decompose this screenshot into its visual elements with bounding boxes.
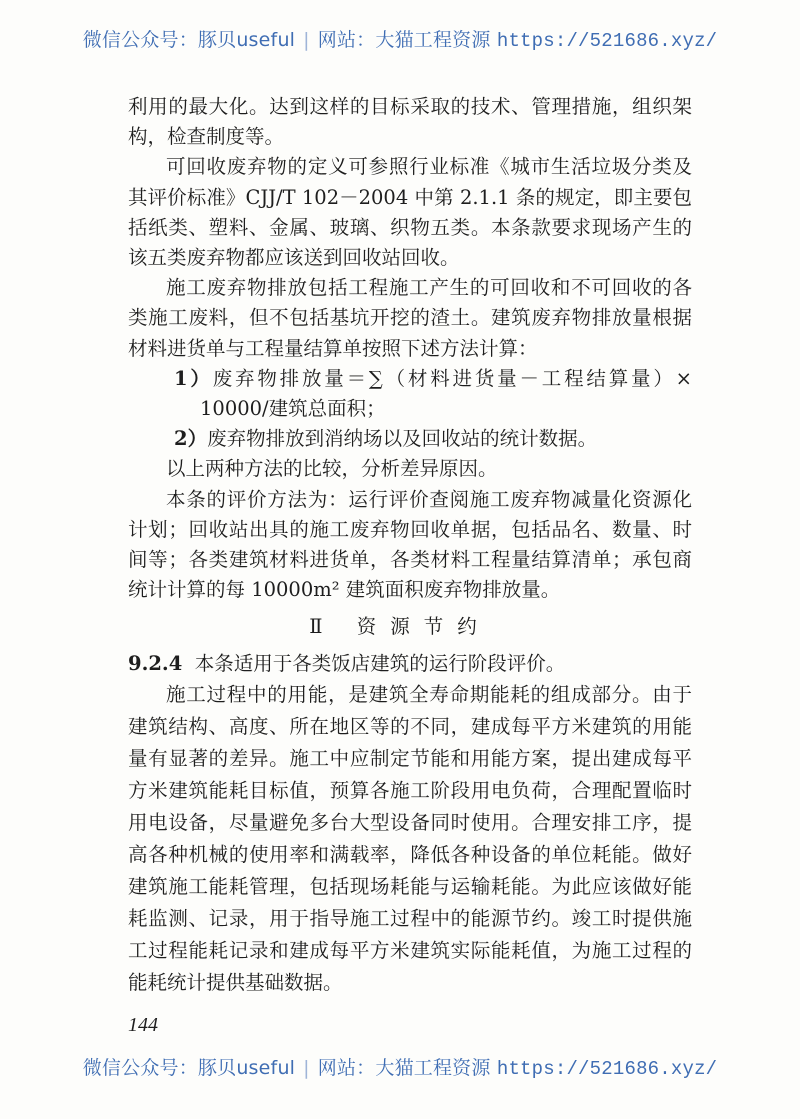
watermark-url: https://521686.xyz/ xyxy=(496,30,718,52)
list-item-2 xyxy=(174,427,692,451)
item-text: 废弃物排放到消纳场以及回收站的统计数据。 xyxy=(207,427,598,450)
list-item-1 xyxy=(174,367,692,391)
text-line: 耗监测、记录，用于指导施工过程中的能源节约。竣工时提供施 xyxy=(128,907,692,930)
text-line: 以上两种方法的比较，分析差异原因。 xyxy=(166,457,498,480)
clause-text: 本条适用于各类饭店建筑的运行阶段评价。 xyxy=(194,652,566,675)
section-heading: Ⅱ 资源节约 xyxy=(309,615,491,638)
text-line: 利用的最大化。达到这样的目标采取的技术、管理措施，组织架 xyxy=(128,95,692,118)
watermark-wechat: 微信公众号：豚贝useful xyxy=(82,1057,296,1079)
watermark-separator: | xyxy=(303,29,310,51)
text-line: 统计计算的每 10000m² 建筑面积废弃物排放量。 xyxy=(128,578,561,601)
text-line: 构，检查制度等。 xyxy=(128,125,285,148)
watermark-site: 网站：大猫工程资源 xyxy=(317,29,491,51)
item-number: 2） xyxy=(174,427,208,450)
clause-9-2-4 xyxy=(128,652,692,676)
text-line: 该五类废弃物都应该送到回收站回收。 xyxy=(128,246,460,269)
text-line: 用电设备，尽量避免多台大型设备同时使用。合理安排工序，提 xyxy=(128,811,692,834)
watermark-url: https://521686.xyz/ xyxy=(496,1058,718,1080)
watermark-wechat: 微信公众号：豚贝useful xyxy=(82,29,296,51)
page-number: 144 xyxy=(128,1014,158,1036)
watermark-separator: | xyxy=(303,1057,310,1079)
watermark-top xyxy=(0,28,800,53)
text-line: 建筑施工能耗管理，包括现场耗能与运输耗能。为此应该做好能 xyxy=(128,875,692,898)
text-line: 计划；回收站出具的施工废弃物回收单据，包括品名、数量、时 xyxy=(128,518,692,541)
watermark-site: 网站：大猫工程资源 xyxy=(317,1057,491,1079)
item-number: 1） xyxy=(174,367,213,390)
text-line: 量有显著的差异。施工中应制定节能和用能方案，提出建成每平 xyxy=(128,747,692,770)
text-line: 本条的评价方法为：运行评价查阅施工废弃物减量化资源化 xyxy=(166,488,692,511)
text-line: 类施工废料，但不包括基坑开挖的渣土。建筑废弃物排放量根据 xyxy=(128,306,692,329)
text-line: 括纸类、塑料、金属、玻璃、织物五类。本条款要求现场产生的 xyxy=(128,216,692,239)
text-line: 可回收废弃物的定义可参照行业标准《城市生活垃圾分类及 xyxy=(166,155,692,178)
text-line: 能耗统计提供基础数据。 xyxy=(128,971,343,994)
text-line: 高各种机械的使用率和满载率，降低各种设备的单位耗能。做好 xyxy=(128,843,692,866)
watermark-bottom xyxy=(0,1056,800,1081)
text-line: 施工过程中的用能，是建筑全寿命期能耗的组成部分。由于 xyxy=(166,683,692,706)
text-line: 工过程能耗记录和建成每平方米建筑实际能耗值，为施工过程的 xyxy=(128,939,692,962)
text-line: 方米建筑能耗目标值，预算各施工阶段用电负荷，合理配置临时 xyxy=(128,779,692,802)
clause-number: 9.2.4 xyxy=(128,652,183,675)
text-line: 10000/建筑总面积； xyxy=(200,397,386,420)
text-line: 建筑结构、高度、所在地区等的不同，建成每平方米建筑的用能 xyxy=(128,715,692,738)
text-line: 施工废弃物排放包括工程施工产生的可回收和不可回收的各 xyxy=(166,276,692,299)
text-line: 材料进货单与工程量结算单按照下述方法计算： xyxy=(128,337,538,360)
text-line: 间等；各类建筑材料进货单，各类材料工程量结算清单；承包商 xyxy=(128,548,692,571)
item-text: 废弃物排放量＝∑（材料进货量－工程结算量）× xyxy=(212,367,692,390)
text-line: 其评价标准》CJJ/T 102－2004 中第 2.1.1 条的规定，即主要包 xyxy=(128,186,692,209)
